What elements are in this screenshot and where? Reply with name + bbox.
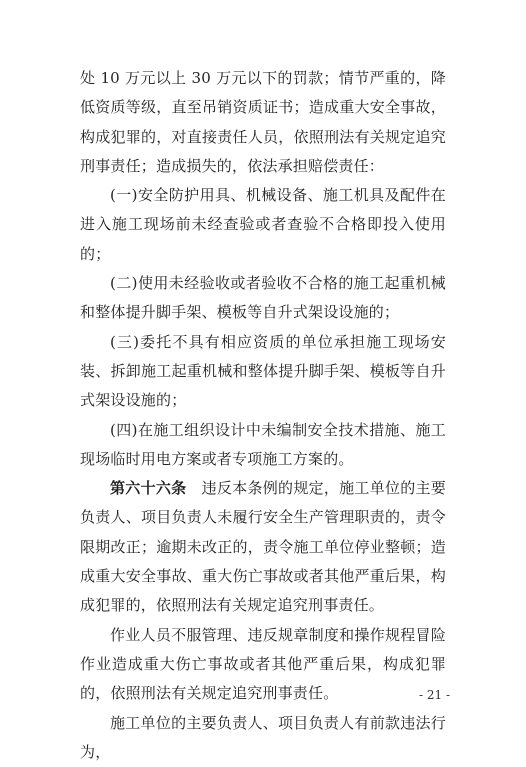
paragraph: 作业人员不服管理、违反规章制度和操作规程冒险作业造成重大伤亡事故或者其他严重后果，构成犯罪的，依照刑法有关规定追究刑事责任。	[80, 625, 446, 703]
paragraph: (一)安全防护用具、机械设备、施工机具及配件在进入施工现场前未经查验或者查验不合格即投入使用的；	[80, 186, 446, 263]
document-body	[80, 64, 446, 767]
paragraph: (二)使用未经验收或者验收不合格的施工起重机械和整体提升脚手架、模板等自升式架设设施的；	[80, 274, 446, 322]
paragraph: (四)在施工组织设计中未编制安全技术措施、施工现场临时用电方案或者专项施工方案的。	[80, 420, 446, 468]
paragraph: (三)委托不具有相应资质的单位承担施工现场安装、拆卸施工起重机械和整体提升脚手架、模板等自升式架设设施的；	[80, 332, 446, 410]
article-title: 第六十六条	[110, 479, 187, 498]
article-paragraph: 第六十六条 违反本条例的规定，施工单位的主要负责人、项目负责人未履行安全生产管理职责的，责令限期改正；逾期未改正的，责令施工单位停业整顿；造成重大安全事故、重大伤亡事故或者其他严重后果，构成犯罪的，依照刑法有关规定追究刑事责任。	[80, 479, 446, 615]
paragraph: 施工单位的主要负责人、项目负责人有前款违法行为，	[80, 713, 446, 761]
paragraph: 处 10 万元以上 30 万元以下的罚款；情节严重的，降低资质等级，直至吊销资质证书；造成重大安全事故，构成犯罪的，对直接责任人员，依照刑法有关规定追究刑事责任；造成损失的，依法承担赔偿责任：	[80, 69, 446, 175]
page-number: - 21 -	[418, 688, 450, 702]
